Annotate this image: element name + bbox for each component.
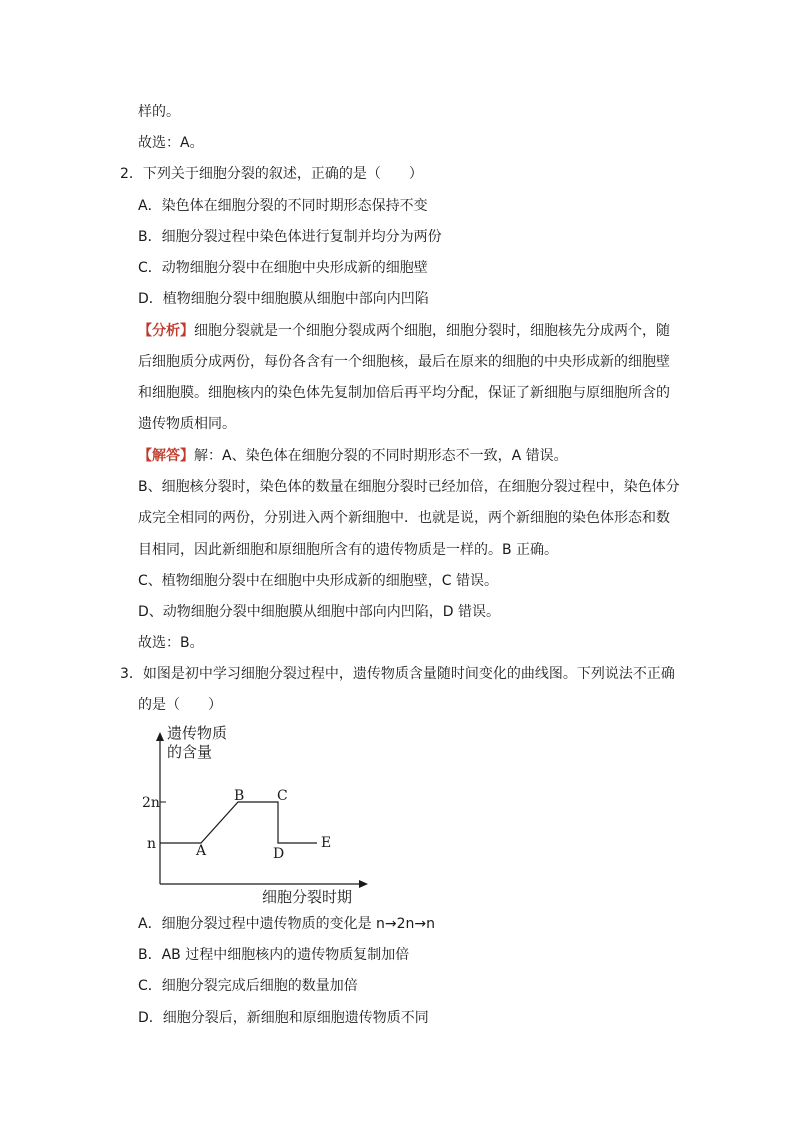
point-label-d: D [273, 846, 285, 862]
question-3-stem: 3．如图是初中学习细胞分裂过程中，遗传物质含量随时间变化的曲线图。下列说法不正确 [120, 666, 675, 682]
analysis-line: 和细胞膜。细胞核内的染色体先复制加倍后再平均分配，保证了新细胞与原细胞所含的 [138, 385, 670, 401]
question-2-option-a: A．染色体在细胞分裂的不同时期形态保持不变 [138, 198, 428, 214]
solution-line: D、动物细胞分裂中细胞膜从细胞中部向内凹陷，D 错误。 [138, 604, 501, 620]
point-label-b: B [234, 788, 245, 804]
solution-line: 目相同，因此新细胞和原细胞所含有的遗传物质是一样的。B 正确。 [138, 542, 559, 558]
tick-label-n: n [147, 836, 157, 852]
point-label-a: A [196, 843, 207, 859]
analysis-line: 后细胞质分成两份，每份各含有一个细胞核，最后在原来的细胞的中央形成新的细胞壁 [138, 354, 670, 370]
question-2-option-d: D．植物细胞分裂中细胞膜从细胞中部向内凹陷 [138, 291, 429, 307]
question-2-option-b: B．细胞分裂过程中染色体进行复制并均分为两份 [138, 229, 442, 245]
content-curve [160, 802, 317, 843]
x-axis-label: 细胞分裂时期 [262, 888, 353, 906]
question-2-option-c: C．动物细胞分裂中在细胞中央形成新的细胞壁 [138, 260, 428, 276]
dna-content-graph [140, 722, 370, 907]
question-3-stem: 的是（ ） [138, 697, 222, 713]
y-axis-label: 遗传物质 [167, 724, 228, 742]
solution-line: C、植物细胞分裂中在细胞中央形成新的细胞壁，C 错误。 [138, 573, 498, 589]
text-line: 样的。 [138, 104, 180, 120]
analysis-line: 遗传物质相同。 [138, 416, 236, 432]
solution-text: 解：A、染色体在细胞分裂的不同时期形态不一致，A 错误。 [194, 448, 568, 464]
point-label-c: C [277, 788, 288, 804]
analysis-line [138, 321, 670, 341]
x-axis-arrow-icon [359, 880, 368, 888]
solution-line: B、细胞核分裂时，染色体的数量在细胞分裂时已经加倍，在细胞分裂过程中，染色体分 [138, 479, 680, 495]
solution-line: 成完全相同的两份，分别进入两个新细胞中．也就是说，两个新细胞的染色体形态和数 [138, 510, 670, 526]
answer-line: 故选：B。 [138, 635, 204, 651]
analysis-text: 细胞分裂就是一个细胞分裂成两个细胞，细胞分裂时，细胞核先分成两个，随 [194, 323, 670, 339]
question-3-option-d: D．细胞分裂后，新细胞和原细胞遗传物质不同 [138, 1010, 429, 1026]
answer-line: 故选：A。 [138, 135, 204, 151]
solution-tag: 【解答】 [138, 448, 194, 464]
solution-line [138, 446, 568, 466]
analysis-tag: 【分析】 [138, 323, 194, 339]
y-axis-label: 的含量 [167, 743, 213, 761]
tick-label-2n: 2n [142, 795, 160, 811]
point-label-e: E [321, 835, 332, 851]
question-3-option-b: B．AB 过程中细胞核内的遗传物质复制加倍 [138, 947, 410, 963]
question-2-stem: 2．下列关于细胞分裂的叙述，正确的是（ ） [120, 166, 423, 182]
question-3-option-a: A．细胞分裂过程中遗传物质的变化是 n→2n→n [138, 916, 436, 932]
y-axis-arrow-icon [156, 732, 164, 741]
question-3-option-c: C．细胞分裂完成后细胞的数量加倍 [138, 978, 358, 994]
